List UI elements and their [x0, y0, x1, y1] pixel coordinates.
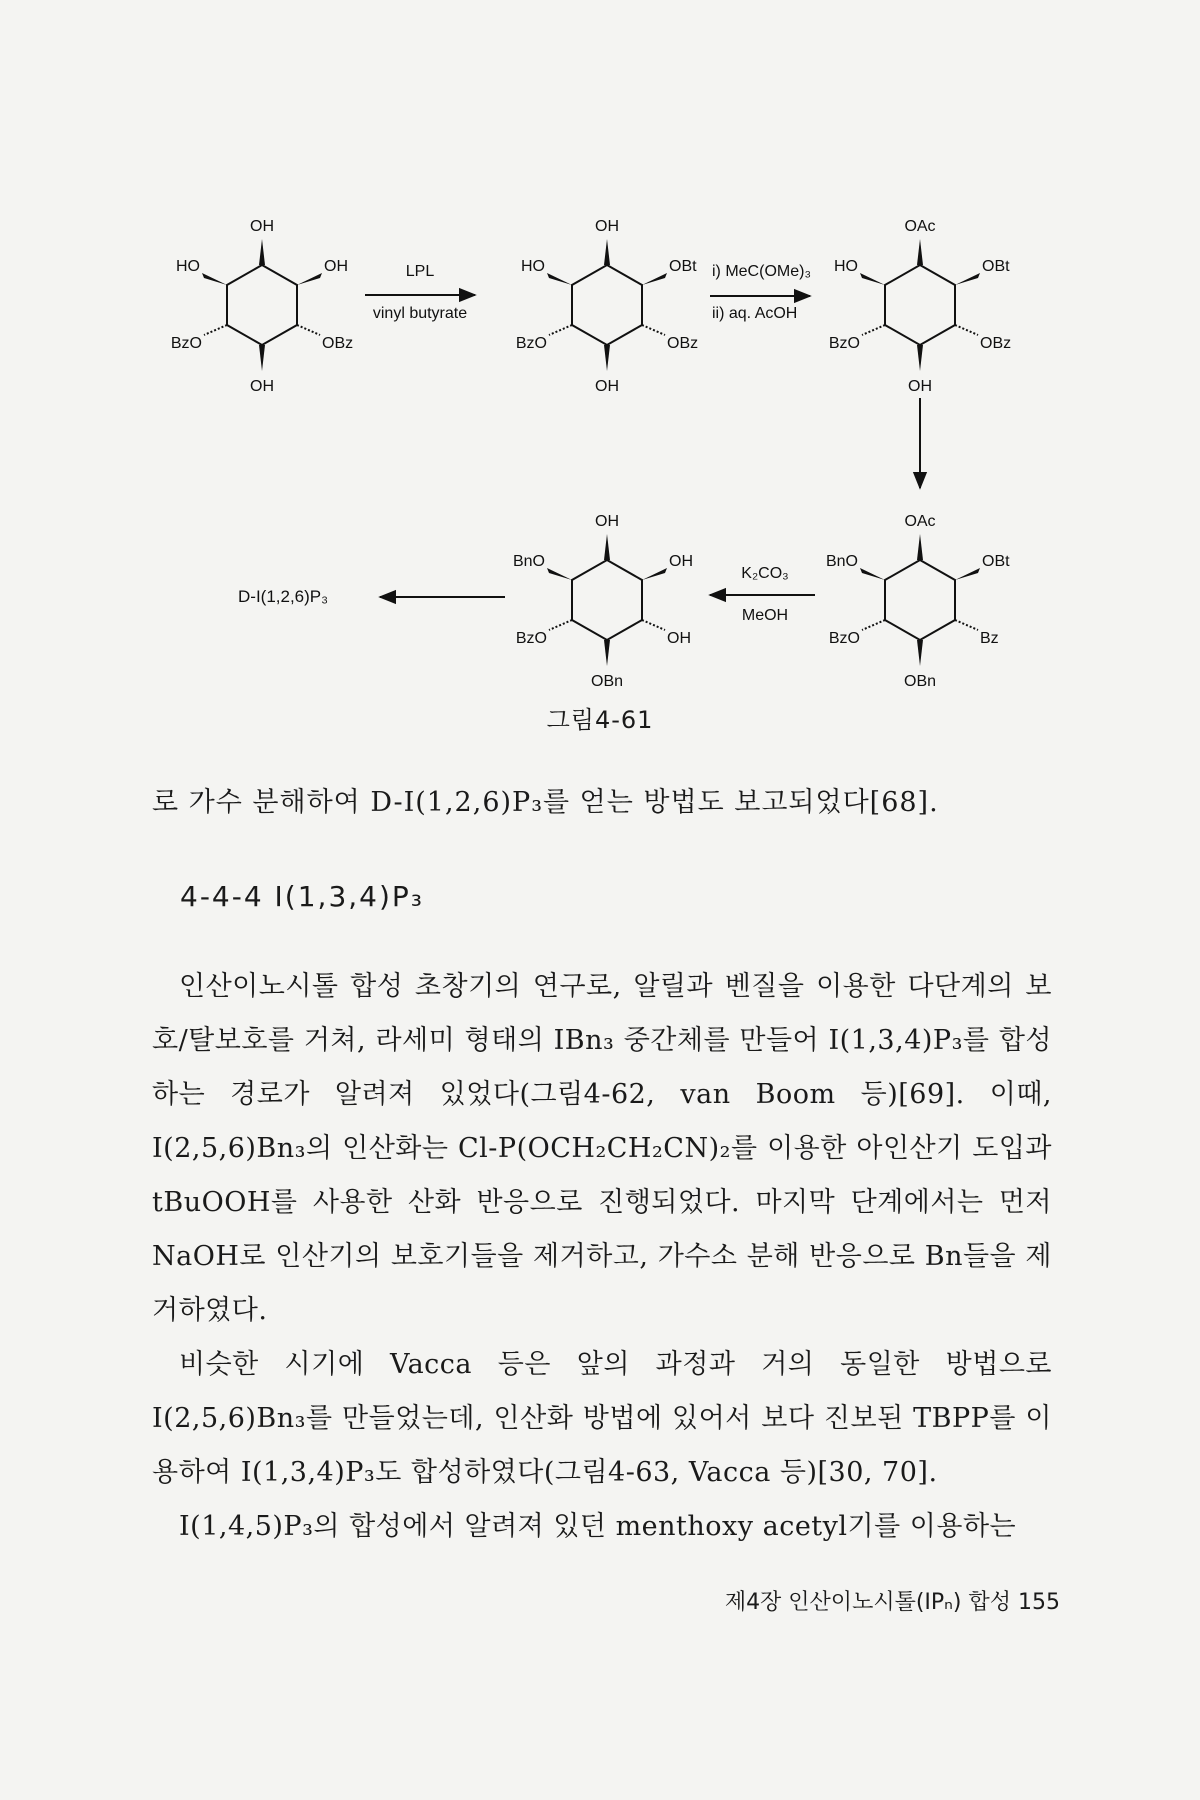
c2-top: OH — [595, 218, 619, 235]
c5-upper-left: BnO — [512, 553, 545, 570]
compound-4 — [826, 513, 1010, 690]
c3-lower-left: BzO — [828, 335, 860, 352]
reagent-aq-acoh: ii) aq. AcOH — [712, 305, 798, 322]
compound-3 — [829, 218, 1011, 395]
c1-upper-right: OH — [324, 258, 348, 275]
compound-1 — [171, 218, 353, 395]
body-text — [152, 960, 1052, 1554]
c5-lower-right: OH — [667, 630, 691, 647]
c4-lower-right: Bz — [980, 630, 999, 647]
figure-caption: 그림4-61 — [546, 706, 654, 734]
c4-upper-left: BnO — [825, 553, 858, 570]
c4-top: OAc — [904, 513, 936, 530]
c5-upper-right: OH — [669, 553, 693, 570]
c1-top: OH — [250, 218, 274, 235]
c3-bottom: OH — [908, 378, 932, 395]
c5-lower-left: BzO — [515, 630, 547, 647]
section-heading: 4-4-4 I(1,3,4)P₃ — [180, 880, 425, 913]
paragraph-1: 인산이노시톨 합성 초창기의 연구로, 알릴과 벤질을 이용한 다단계의 보호/탈보호를 거쳐, 라세미 형태의 IBn₃ 중간체를 만들어 I(1,3,4)P₃를 합성하는 경로가 알려져 있었다(그림4-62, van Boom 등)[69]. 이때, I(2,5,6)Bn₃의 인산화는 Cl-P(OCH₂CH₂CN)₂를 이용한 아인산기 도입과 tBuOOH를 사용한 산화 반응으로 진행되었다. 마지막 단계에서는 먼저 NaOH로 인산기의 보호기들을 제거하고, 가수소 분해 반응으로 Bn들을 제거하였다. — [152, 971, 1052, 1326]
paragraph-3: I(1,4,5)P₃의 합성에서 알려져 있던 menthoxy acetyl기를 이용하는 — [179, 1511, 1017, 1542]
c1-upper-left: HO — [176, 258, 200, 275]
reagent-vinyl-butyrate: vinyl butyrate — [372, 305, 468, 322]
c3-top: OAc — [904, 218, 936, 235]
c1-lower-left: BzO — [170, 335, 202, 352]
c5-top: OH — [595, 513, 619, 530]
c2-upper-right: OBt — [669, 258, 697, 275]
c3-lower-right: OBz — [980, 335, 1012, 352]
c3-upper-right: OBt — [982, 258, 1010, 275]
compound-2 — [516, 218, 698, 395]
reagent-mec-ome3: i) MeC(OMe)₃ — [712, 263, 811, 280]
c1-lower-right: OBz — [322, 335, 354, 352]
c4-lower-left: BzO — [828, 630, 860, 647]
c1-bottom: OH — [250, 378, 274, 395]
product-label: D-I(1,2,6)P₃ — [238, 587, 329, 606]
reaction-scheme — [0, 0, 1200, 760]
c4-upper-right: OBt — [982, 553, 1010, 570]
reagent-k2co3: K₂CO₃ — [741, 565, 789, 582]
reagent-meoh: MeOH — [741, 607, 789, 624]
continuation-line: 로 가수 분해하여 D-I(1,2,6)P₃를 얻는 방법도 보고되었다[68]. — [152, 787, 939, 818]
c2-upper-left: HO — [521, 258, 545, 275]
c3-upper-left: HO — [834, 258, 858, 275]
paragraph-2: 비슷한 시기에 Vacca 등은 앞의 과정과 거의 동일한 방법으로 I(2,5,6)Bn₃를 만들었는데, 인산화 방법에 있어서 보다 진보된 TBPP를 이용하여 I(1,3,4)P₃도 합성하였다(그림4-63, Vacca 등)[30, 70]. — [152, 1349, 1052, 1488]
c2-lower-right: OBz — [667, 335, 699, 352]
c4-bottom: OBn — [903, 673, 937, 690]
reagent-lpl: LPL — [405, 263, 435, 280]
page-footer: 제4장 인산이노시톨(IPₙ) 합성 155 — [724, 1590, 1060, 1615]
c2-lower-left: BzO — [515, 335, 547, 352]
c2-bottom: OH — [595, 378, 619, 395]
c5-bottom: OBn — [590, 673, 624, 690]
compound-5 — [513, 513, 693, 690]
